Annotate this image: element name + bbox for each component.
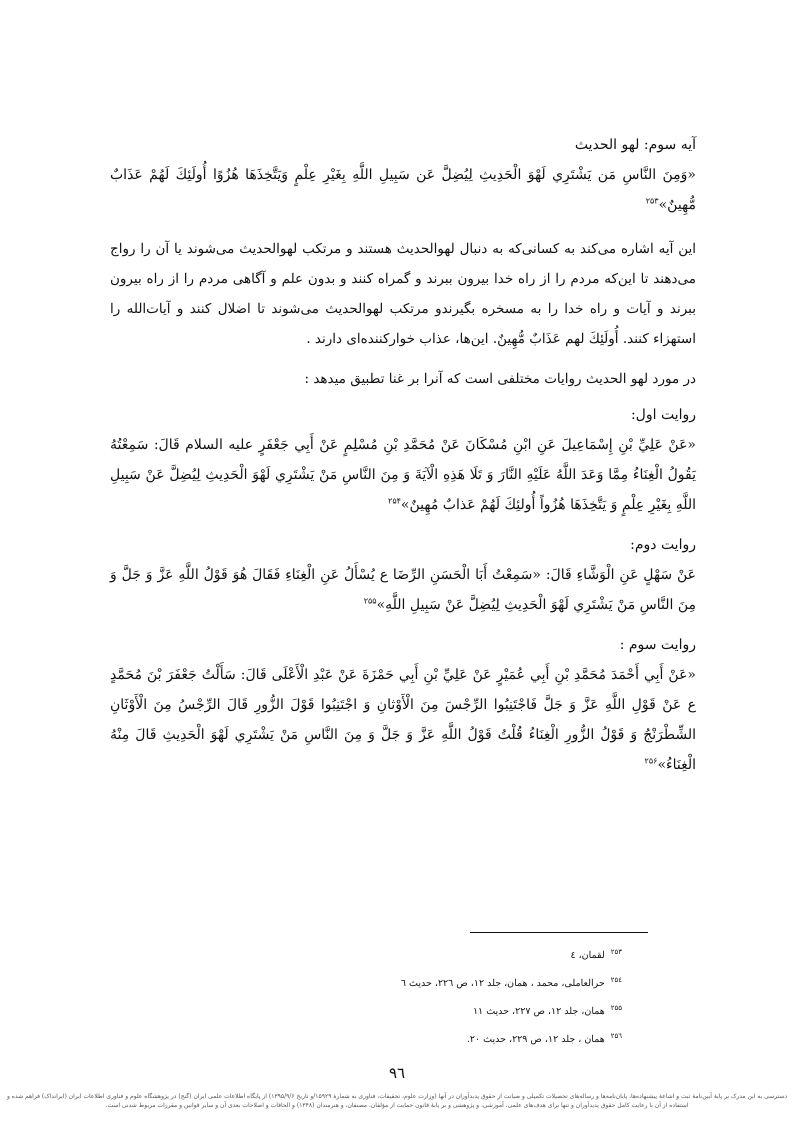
hadith-text: عَنْ سَهْلٍ عَنِ الْوَشَّاءِ قَالَ: «سَمِعْتُ أَبَا الْحَسَنِ الرِّضَا ع يُسْأَلُ عَنِ الْغِنَاءِ فَقَالَ هُوَ قَوْلُ اللَّهِ عَزَّ وَ جَلَّ وَ مِنَ النَّاسِ مَنْ يَشْتَرِي لَهْوَ الْحَدِيثِ لِيُضِلَّ عَنْ سَبِيلِ اللَّهِ» xyxy=(110,567,696,613)
footnote-ref: ۲۵۴ xyxy=(388,496,401,506)
footnote-item xyxy=(400,996,622,1024)
footnote-item xyxy=(400,1024,622,1052)
section-heading: آیه سوم: لهو الحدیث xyxy=(574,137,696,153)
footnotes xyxy=(400,940,622,1053)
narration-text-2 xyxy=(110,560,696,620)
footnote-number: ۲۵٤ xyxy=(610,976,622,985)
main-content xyxy=(110,134,696,794)
access-disclaimer: دسترسی به این مدرک بر پایهٔ آیین‌نامهٔ ثبت و اشاعهٔ پیشنهاده‌ها، پایان‌نامه‌ها و رساله‌های تحصیلات تکمیلی و صیانت از حقوق پدیدآوران در آنها (وزارت علوم، تحقیقات، فناوری به شمارهٔ ۱۵۹۲۹/و تاریخ ۱۳۹۵/۹/۶) از پایگاه اطلاعات علمی ایران (گنج) در پژوهشگاه علوم و فناوری اطلاعات ایران (ایرانداک) فراهم شده و استفاده از آن با رعایت کامل حقوق پدیدآوران و تنها برای هدف‌های علمی، آموزشی، و پژوهشی و بر پایهٔ قانون حمایت از مؤلفان، مصنفان، و هنرمندان (۱۳۴۸) و الحاقات و اصلاحات بعدی آن و سایر قوانین و مقررات مربوط شدنی است. xyxy=(6,1093,788,1109)
narration-heading-1: روایت اول: xyxy=(630,407,696,423)
narration-text-1 xyxy=(110,430,696,520)
verse-text: «وَمِنَ النَّاسِ مَن يَشْتَرِي لَهْوَ الْحَدِيثِ لِيُضِلَّ عَن سَبِيلِ اللَّهِ بِغَيْرِ عِلْمٍ وَيَتَّخِذَهَا هُزُوًا أُولَئِكَ لَهُمْ عَذَابٌ مُّهِينٌ» xyxy=(110,167,696,213)
hadith-text: «عَنْ أَبِي أَحْمَدَ مُحَمَّدِ بْنِ أَبِي عُمَيْرٍ عَنْ عَلِيِّ بْنِ أَبِي حَمْزَةَ عَنْ عَبْدِ الْأَعْلَى قَالَ: سَأَلْتُ جَعْفَرَ بْنَ مُحَمَّدٍ ع عَنْ قَوْلِ اللَّهِ عَزَّ وَ جَلَّ فَاجْتَنِبُوا الرِّجْسَ مِنَ الْأَوْثانِ وَ اجْتَنِبُوا قَوْلَ الزُّورِ قَالَ الرِّجْسُ مِنَ الْأَوْثَانِ الشِّطْرَنْجُ وَ قَوْلُ الزُّورِ الْغِنَاءُ قُلْتُ قَوْلُ اللَّهِ عَزَّ وَ جَلَّ وَ مِنَ النَّاسِ مَنْ يَشْتَرِي لَهْوَ الْحَدِيثِ قَالَ مِنْهُ الْغِنَاءُ» xyxy=(110,667,696,773)
footnote-item xyxy=(400,968,622,996)
narration-text-3 xyxy=(110,660,696,780)
footnote-number: ۲۵۳ xyxy=(610,948,622,956)
intro-paragraph: در مورد لهو الحدیث روایات مختلفی است که آنرا بر غنا تطبیق میدهد : xyxy=(304,371,696,387)
footnote-item xyxy=(400,940,622,968)
footnote-ref: ۲۵۳ xyxy=(645,196,659,206)
footnote-text: همان، جلد ١٢، ص ٢٢٧، حدیث ١١ xyxy=(472,1006,605,1018)
footnote-number: ۲۵۵ xyxy=(610,1004,622,1013)
page-number: ٩٦ xyxy=(388,1064,406,1082)
explanation-paragraph: این آیه اشاره می‌کند به کسانی‌که به دنبال لهوالحدیث هستند و مرتکب لهوالحدیث می‌شوند یا آن را رواج می‌دهند تا این‌که مردم را از راه خدا بیرون ببرند و گمراه کنند و بدون علم و آگاهی مردم را از راه بیرون ببرند و آیات و راه خدا را به مسخره بگیرندو مرتکب لهوالحدیث می‌شوند تا اضلال کنند و آیات‌الله را استهزاء کنند. أُولَئِكَ لهم عَذَابٌ مُّهِينٌ. این‌ها، عذاب خوارکننده‌ای دارند . xyxy=(110,241,696,347)
footnote-text: حرالعاملی، محمد ، همان، جلد ١٢، ص ٢٢٦، حدیث ٦ xyxy=(400,978,605,990)
narration-heading-3: روایت سوم : xyxy=(619,637,696,653)
footnote-number: ۲۵٦ xyxy=(610,1032,622,1041)
footnote-ref: ۲۵۵ xyxy=(363,596,377,606)
footnote-ref: ۲۵۶ xyxy=(644,756,658,766)
footnote-text: همان ، جلد ١٢، ص ٢٢٩، حدیث ٢٠. xyxy=(466,1034,605,1046)
quran-verse xyxy=(110,160,696,220)
footnote-text: لقمان، ٤ xyxy=(570,950,605,962)
narration-heading-2: روایت دوم: xyxy=(630,537,696,553)
footnote-divider xyxy=(470,932,648,933)
hadith-text: «عَنْ عَلِيِّ بْنِ إِسْمَاعِيلَ عَنِ ابْنِ مُسْكَانَ عَنْ مُحَمَّدِ بْنِ مُسْلِمٍ عَنْ أَبِي جَعْفَرٍ عليه السلام قَالَ: سَمِعْتُهُ يَقُولُ الْغِنَاءُ مِمَّا وَعَدَ اللَّهُ عَلَيْهِ النَّارَ وَ تَلَا هَذِهِ الْآيَةَ وَ مِنَ النَّاسِ مَنْ يَشْتَرِي لَهْوَ الْحَدِيثِ لِيُضِلَّ عَنْ سَبِيلِ اللَّهِ بِغَيْرِ عِلْمٍ وَ يَتَّخِذَهَا هُزُواً أُولئِكَ لَهُمْ عَذابٌ مُهِينٌ» xyxy=(110,437,696,513)
